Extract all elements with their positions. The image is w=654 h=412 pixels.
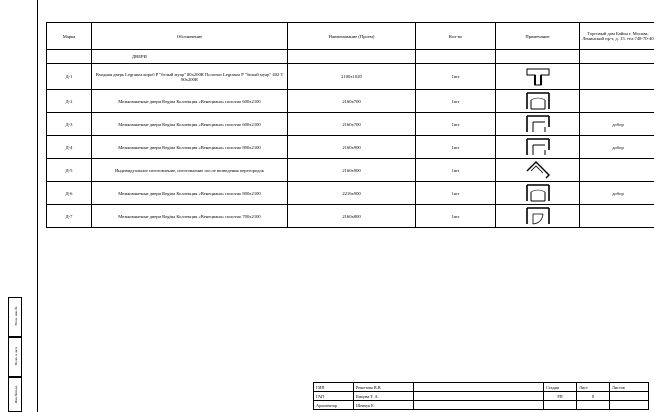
row-designation: Межкомнатные двери Regina Коллекция «Венециана» полотно 800х2100 [92,136,288,159]
row-vendor: добор [580,182,654,205]
door-swing-right-icon [524,136,552,158]
sheet-value: 8 [577,392,610,401]
sheets-value [610,392,649,401]
row-qty: 1шт [416,64,496,90]
row-designation: Индивидуальное изготовление, изготовление после возведения перегородок [92,159,288,182]
row-mark: Д-2 [47,90,92,113]
stage-value: РП [544,392,577,401]
table-row [47,159,654,182]
sidebar-cell-inventory [8,377,22,412]
row-vendor [580,64,654,90]
row-note-icon [496,113,580,136]
stamp-row [314,392,544,401]
table-row [47,182,654,205]
sidebar-cell-replace [8,297,22,337]
row-note-icon [496,64,580,90]
row-qty: 1шт [416,136,496,159]
stamp-signature [414,392,544,401]
row-name: 2100х1020 [288,64,416,90]
sidebar-label-sign: Подп. и дата [14,346,18,366]
row-name: 2160х700 [288,90,416,113]
header-name: Наименование (Проем) [288,23,416,50]
row-qty: 1шт [416,113,496,136]
sidebar-cell-sign [8,337,22,377]
row-name: 2160х800 [288,205,416,228]
stamp-signature [414,383,544,392]
row-note-icon [496,136,580,159]
row-mark: Д-5 [47,159,92,182]
stamp-roles [313,382,544,410]
stamp-sheet-info [543,382,649,410]
stamp-row [314,401,544,410]
row-note-icon [496,159,580,182]
stamp-person: Решетова В.В. [354,383,414,392]
stamp-person: Емцова Т. А. [354,392,414,401]
stamp-role: Архитектор [314,401,354,410]
row-mark: Д-1 [47,64,92,90]
door-entrance-icon [524,66,552,88]
row-name: 2216х900 [288,182,416,205]
table-row [47,64,654,90]
row-designation: Межкомнатные двери Regina Коллекция «Венециана» полотно 700х2100 [92,205,288,228]
row-qty: 1шт [416,205,496,228]
header-vendor: Торговый дом Байон г. Москва, Ленинский пр-т, д. 15. тел:748-70-40 [580,23,654,50]
section-title: ДВЕРИ [92,50,288,64]
row-vendor [580,205,654,228]
stamp-signature [414,401,544,410]
stamp-role: ГАП [314,392,354,401]
row-qty: 1шт [416,90,496,113]
sidebar-label-inventory: Инв.№подл. [14,384,18,404]
header-mark: Марка [47,23,92,50]
door-swing-right-icon [524,113,552,135]
row-mark: Д-7 [47,205,92,228]
row-mark: Д-4 [47,136,92,159]
door-swing-left-icon [524,90,552,112]
row-vendor: добор [580,113,654,136]
row-mark: Д-6 [47,182,92,205]
header-qty: Кол-во [416,23,496,50]
sidebar-label-replace: Взам. инв.№ [14,306,18,326]
row-qty: 1шт [416,159,496,182]
sheet-label: Лист [577,383,610,392]
row-mark: Д-3 [47,113,92,136]
table-row [47,136,654,159]
stamp-person: Шевчук Е. [354,401,414,410]
table-row [47,113,654,136]
row-qty: 1шт [416,182,496,205]
stamp-role: ГИП [314,383,354,392]
row-note-icon [496,205,580,228]
table-header-row [47,23,654,50]
header-note: Примечание [496,23,580,50]
table-row [47,90,654,113]
section-row [47,50,654,64]
row-designation: Входная дверь Legranza короб P "белый муар" 80х200R Полотно Legranza P "белый муар" 402 T 80х200R [92,64,288,90]
row-vendor: добор [580,136,654,159]
row-name: 2160х900 [288,136,416,159]
row-designation: Межкомнатные двери Regina Коллекция «Венециана» полотно 800х2100 [92,182,288,205]
row-note-icon [496,90,580,113]
door-swing-inner-icon [524,205,552,227]
row-vendor [580,90,654,113]
sheets-label: Листов [610,383,649,392]
table-row [47,205,654,228]
row-designation: Межкомнатные двери Regina Коллекция «Венециана» полотно 600х2100 [92,113,288,136]
row-name: 2160х700 [288,113,416,136]
row-designation: Межкомнатные двери Regina Коллекция «Венециана» полотно 600х2100 [92,90,288,113]
door-swing-left-icon [524,182,552,204]
row-note-icon [496,182,580,205]
stamp-row [314,383,544,392]
door-spec-table [46,22,654,228]
row-name: 2160х900 [288,159,416,182]
row-vendor [580,159,654,182]
header-designation: Обозначение [92,23,288,50]
stage-label: Стадия [544,383,577,392]
door-diagonal-icon [524,159,552,181]
